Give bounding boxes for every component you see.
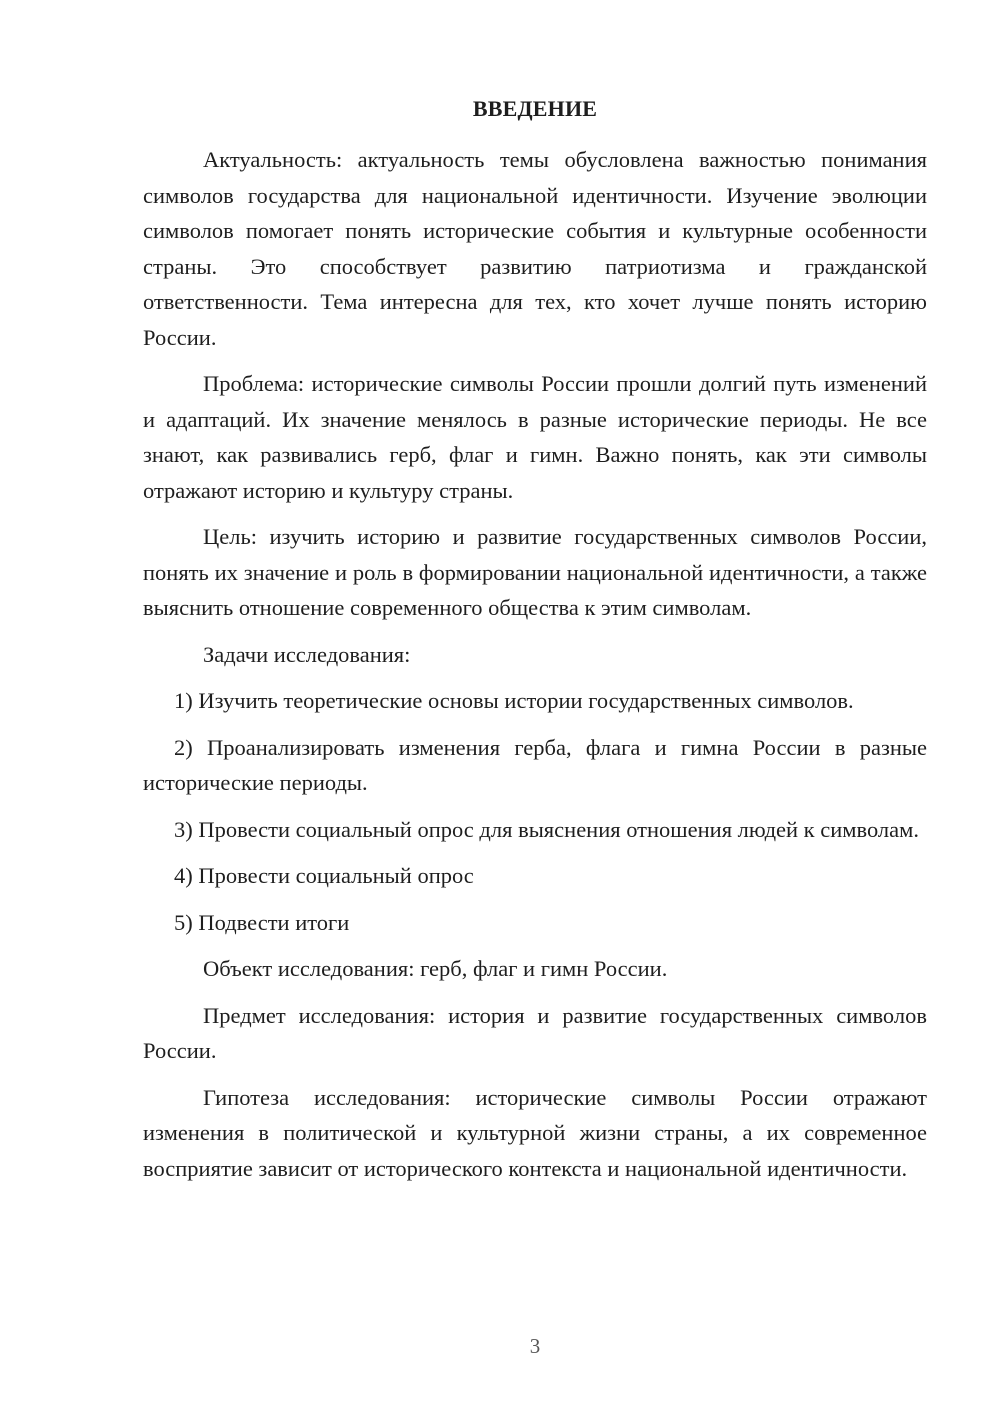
task-item: 1) Изучить теоретические основы истории государственных символов.: [174, 688, 854, 713]
document-body: [143, 142, 927, 1197]
task-item: 2) Проанализировать изменения герба, флага и гимна России в разные исторические периоды.: [143, 734, 927, 795]
task-item: 4) Провести социальный опрос: [174, 863, 474, 888]
object-paragraph: Объект исследования: герб, флаг и гимн России.: [203, 956, 668, 981]
task-item: 5) Подвести итоги: [174, 909, 350, 935]
goal-paragraph: Цель: изучить историю и развитие государственных символов России, понять их значение и роль в формировании национальной идентичности, а также выяснить отношение современного общества к этим символам.: [143, 524, 927, 620]
tasks-heading: Задачи исследования:: [203, 641, 411, 667]
relevance-paragraph: Актуальность: актуальность темы обусловлена важностью понимания символов государства для национальной идентичности. Изучение эволюции символов помогает понять исторические события и культурные особенности страны. Это способствует развитию патриотизма и гражданской ответственности. Тема интересна для тех, кто хочет лучше понять историю России.: [143, 147, 927, 350]
hypothesis-paragraph: Гипотеза исследования: исторические символы России отражают изменения в политической и культурной жизни страны, а их современное восприятие зависит от исторического контекста и национальной идентичности.: [143, 1084, 927, 1181]
subject-paragraph: Предмет исследования: история и развитие государственных символов России.: [143, 1002, 927, 1063]
task-item: 3) Провести социальный опрос для выяснения отношения людей к символам.: [174, 816, 919, 842]
problem-paragraph: Проблема: исторические символы России прошли долгий путь изменений и адаптаций. Их значение менялось в разные исторические периоды. Не все знают, как развивались герб, флаг и гимн. Важно понять, как эти символы отражают историю и культуру страны.: [143, 371, 927, 503]
page-title: ВВЕДЕНИЕ: [472, 96, 598, 121]
page-number: 3: [529, 1334, 541, 1358]
